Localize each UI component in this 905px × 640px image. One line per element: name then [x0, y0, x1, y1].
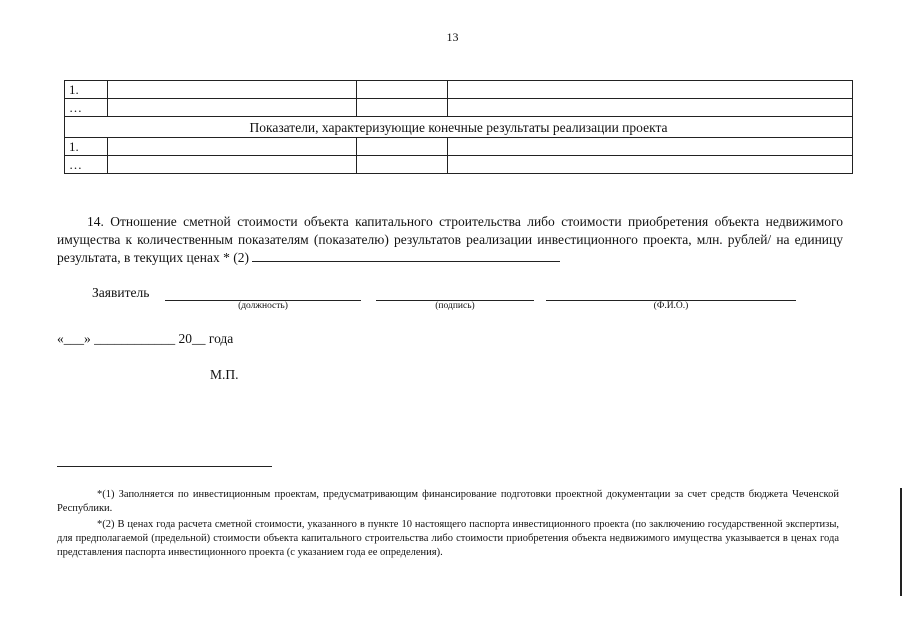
- table-cell: [108, 138, 357, 156]
- table-row: [65, 156, 853, 174]
- position-caption: (должность): [238, 301, 288, 311]
- table-cell: [357, 99, 448, 117]
- position-line: [165, 286, 361, 301]
- table-row: [65, 99, 853, 117]
- table-cell: [357, 81, 448, 99]
- scan-edge-mark: [900, 488, 902, 596]
- applicant-label: Заявитель: [92, 285, 150, 300]
- table-row: [65, 81, 853, 99]
- stamp-place: М.П.: [210, 367, 239, 382]
- footnotes: [57, 488, 839, 562]
- item-14-paragraph: [57, 213, 843, 267]
- table-cell: [108, 81, 357, 99]
- table-cell: [448, 81, 853, 99]
- footnote-2-text: *(2) В ценах года расчета сметной стоимости, указанного в пункте 10 настоящего паспорта инвестиционного проекта (по заключению государственной экспертизы, для предполагаемой (предельной) стоимости объекта капитального строительства либо стоимости приобретения объекта недвижимого имущества указывается в ценах года представления паспорта инвестиционного проекта (с указанием года ее определения).: [57, 519, 839, 558]
- row-number: …: [65, 156, 108, 174]
- name-line: [546, 286, 796, 301]
- row-number: …: [65, 99, 108, 117]
- name-caption: (Ф.И.О.): [653, 301, 689, 311]
- row-number: 1.: [65, 81, 108, 99]
- day-blank: ___: [63, 331, 84, 346]
- table-cell: [448, 156, 853, 174]
- footnote-1: [57, 488, 839, 516]
- page-number: 13: [446, 30, 459, 44]
- item-14-blank-line: [252, 249, 560, 262]
- table-cell: [108, 156, 357, 174]
- item-14-text: 14. Отношение сметной стоимости объекта капитального строительства либо стоимости приобретения объекта недвижимого имущества к количественным показателям (показателю) результатов реализации инвестиционного проекта, млн. рублей/ на единицу результата, в текущих ценах * (2): [57, 214, 843, 265]
- table-section-row: [65, 117, 853, 138]
- footnote-2: [57, 518, 839, 560]
- section-title: Показатели, характеризующие конечные результаты реализации проекта: [65, 117, 853, 138]
- year-suffix: года: [208, 331, 234, 346]
- footnote-divider: [57, 466, 272, 467]
- table-cell: [357, 138, 448, 156]
- close-quote: »: [84, 331, 91, 346]
- table-cell: [108, 99, 357, 117]
- month-blank: ____________: [94, 331, 176, 346]
- year-prefix: 20__: [178, 331, 206, 346]
- table-cell: [448, 138, 853, 156]
- table-cell: [357, 156, 448, 174]
- table-row: [65, 138, 853, 156]
- table-cell: [448, 99, 853, 117]
- open-quote: «: [57, 331, 64, 346]
- date-line: [57, 331, 233, 347]
- row-number: 1.: [65, 138, 108, 156]
- signature-line: [376, 286, 534, 301]
- signature-caption: (подпись): [435, 301, 475, 311]
- footnote-1-text: *(1) Заполняется по инвестиционным проектам, предусматривающим финансирование подготовки проектной документации за счет средств бюджета Чеченской Республики.: [57, 489, 839, 514]
- indicators-table: [64, 80, 853, 174]
